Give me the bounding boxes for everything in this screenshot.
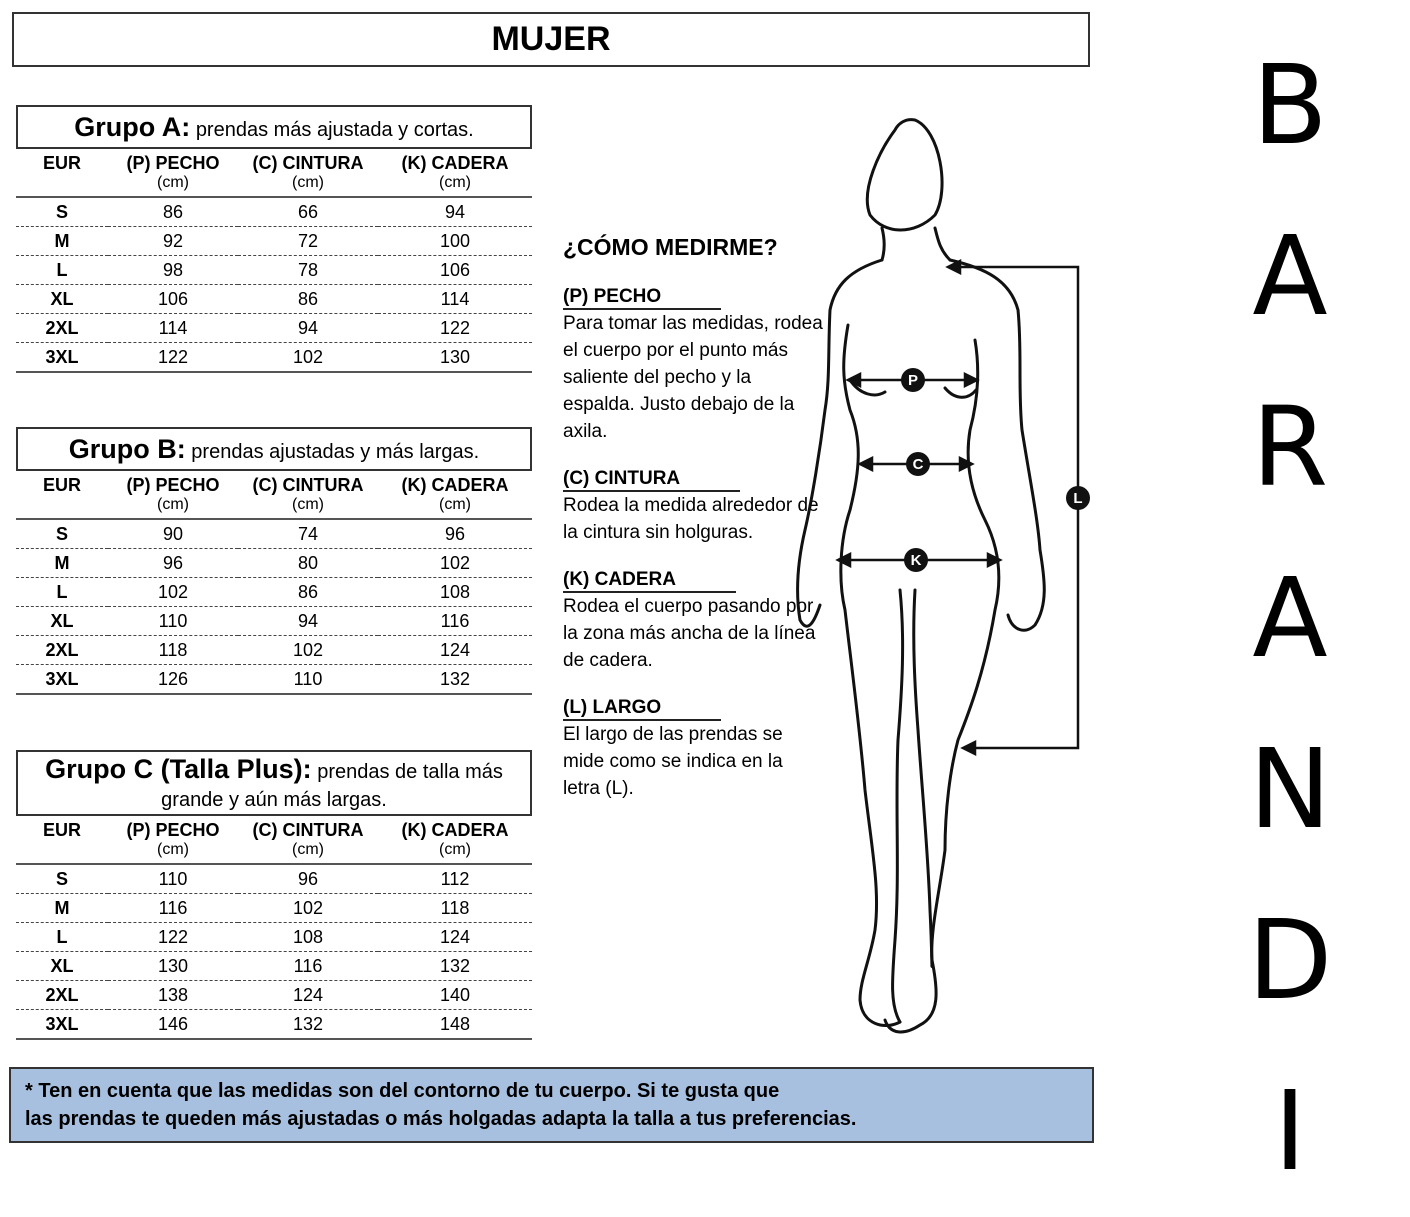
pecho-cell: 146 [108,1010,238,1040]
size-cell: 2XL [16,314,108,343]
group-b-header [16,427,532,471]
body-figure-icon [790,110,1110,1060]
col-cintura: (C) CINTURA [252,475,364,495]
section-text: Rodea el cuerpo pasando por la zona más ancha de la línea de cadera. [563,596,816,671]
cadera-cell: 148 [378,1010,532,1040]
table-row [16,981,532,1010]
cadera-cell: 124 [378,923,532,952]
col-cadera: (K) CADERA [401,820,509,840]
table-row [16,665,532,695]
size-cell: L [16,923,108,952]
size-cell: S [16,864,108,894]
section-text: Para tomar las medidas, rodea el cuerpo por el punto más saliente del pecho y la espalda. Justo debajo de la axila. [563,313,823,442]
table-row [16,894,532,923]
table-row [16,343,532,373]
brand-letter: A [1252,212,1328,340]
size-cell: XL [16,607,108,636]
size-cell: XL [16,952,108,981]
page-title: MUJER [12,12,1090,67]
size-cell: M [16,549,108,578]
cintura-cell: 72 [238,227,378,256]
table-row [16,549,532,578]
col-eur: EUR [42,153,81,173]
pecho-cell: 130 [108,952,238,981]
unit-row [16,496,532,519]
cadera-cell: 132 [378,952,532,981]
table-row [16,197,532,227]
col-cintura: (C) CINTURA [252,153,364,173]
size-cell: S [16,519,108,549]
footer-line-2: las prendas te queden más ajustadas o más holgadas adapta la talla a tus preferencias. [25,1108,857,1130]
section-text: El largo de las prendas se mide como se indica en la letra (L). [563,724,783,799]
pecho-cell: 106 [108,285,238,314]
pecho-cell: 110 [108,607,238,636]
header-row [16,471,532,496]
pecho-cell: 126 [108,665,238,695]
group-c-header [16,750,532,816]
unit-label: (cm) [439,496,471,513]
group-a-desc: prendas más ajustada y cortas. [195,119,474,141]
cintura-cell: 86 [238,285,378,314]
pecho-cell: 122 [108,343,238,373]
section-text: Rodea la medida alrededor de la cintura sin holguras. [563,495,819,543]
cintura-cell: 102 [238,636,378,665]
pecho-cell: 114 [108,314,238,343]
pecho-cell: 92 [108,227,238,256]
table-row [16,864,532,894]
group-c-name: Grupo C (Talla Plus): [45,754,312,784]
group-a-header [16,105,532,149]
cadera-cell: 118 [378,894,532,923]
table-row [16,227,532,256]
size-cell: 3XL [16,1010,108,1040]
cadera-cell: 114 [378,285,532,314]
size-cell: M [16,894,108,923]
size-table-group-c [16,750,532,1040]
section-cintura [563,465,823,546]
table-row [16,607,532,636]
size-table-group-b [16,427,532,695]
pecho-cell: 122 [108,923,238,952]
footer-note [9,1067,1094,1143]
cadera-cell: 96 [378,519,532,549]
marker-k: K [910,552,922,569]
size-table-group-a [16,105,532,373]
size-cell: 3XL [16,343,108,373]
brand-letter: A [1252,554,1328,682]
unit-label: (cm) [157,841,189,858]
table-row [16,1010,532,1040]
table-row [16,923,532,952]
size-cell: S [16,197,108,227]
section-title: (L) LARGO [563,696,721,721]
section-pecho [563,283,823,445]
brand-letter: B [1252,41,1328,169]
unit-label: (cm) [439,174,471,191]
group-c-desc: prendas de talla más grande y aún más largas. [161,761,503,811]
size-cell: L [16,256,108,285]
cintura-cell: 110 [238,665,378,695]
header-row [16,149,532,174]
marker-l: L [1073,490,1083,507]
cadera-cell: 106 [378,256,532,285]
col-cadera: (K) CADERA [401,475,509,495]
marker-p: P [907,372,919,389]
cadera-cell: 124 [378,636,532,665]
cadera-cell: 132 [378,665,532,695]
table-row [16,314,532,343]
howto-heading: ¿CÓMO MEDIRME? [563,234,778,260]
unit-label: (cm) [157,496,189,513]
cintura-cell: 108 [238,923,378,952]
cadera-cell: 122 [378,314,532,343]
section-title: (P) PECHO [563,285,721,310]
cintura-cell: 102 [238,343,378,373]
unit-row [16,841,532,864]
unit-row [16,174,532,197]
table-row [16,952,532,981]
unit-label: (cm) [439,841,471,858]
cintura-cell: 96 [238,864,378,894]
unit-label: (cm) [292,496,324,513]
pecho-cell: 98 [108,256,238,285]
group-c-table [16,816,532,1040]
table-row [16,636,532,665]
header-row [16,816,532,841]
cadera-cell: 140 [378,981,532,1010]
pecho-cell: 118 [108,636,238,665]
pecho-cell: 90 [108,519,238,549]
unit-label: (cm) [292,841,324,858]
col-cadera: (K) CADERA [401,153,509,173]
col-pecho: (P) PECHO [126,475,220,495]
cintura-cell: 116 [238,952,378,981]
table-row [16,578,532,607]
size-cell: 2XL [16,636,108,665]
col-eur: EUR [42,820,81,840]
section-title: (K) CADERA [563,568,736,593]
marker-c: C [912,456,924,473]
brand-wordmark [1230,20,1350,1217]
pecho-cell: 102 [108,578,238,607]
table-row [16,256,532,285]
size-cell: 3XL [16,665,108,695]
col-pecho: (P) PECHO [126,820,220,840]
group-b-desc: prendas ajustadas y más largas. [191,441,480,463]
col-pecho: (P) PECHO [126,153,220,173]
pecho-cell: 86 [108,197,238,227]
section-title: (C) CINTURA [563,467,740,492]
cadera-cell: 116 [378,607,532,636]
cadera-cell: 102 [378,549,532,578]
cintura-cell: 94 [238,314,378,343]
cintura-cell: 80 [238,549,378,578]
group-a-table [16,149,532,373]
pecho-cell: 116 [108,894,238,923]
cadera-cell: 108 [378,578,532,607]
table-row [16,519,532,549]
table-row [16,285,532,314]
unit-label: (cm) [292,174,324,191]
section-largo [563,694,823,802]
cintura-cell: 74 [238,519,378,549]
cintura-cell: 78 [238,256,378,285]
section-cadera [563,566,823,674]
brand-letter: D [1247,896,1333,1024]
size-cell: 2XL [16,981,108,1010]
group-b-name: Grupo B: [68,434,186,464]
col-cintura: (C) CINTURA [252,820,364,840]
brand-letter: N [1248,725,1332,853]
unit-label: (cm) [157,174,189,191]
size-cell: M [16,227,108,256]
group-a-name: Grupo A: [74,112,191,142]
group-b-table [16,471,532,695]
cintura-cell: 66 [238,197,378,227]
size-cell: XL [16,285,108,314]
cintura-cell: 132 [238,1010,378,1040]
how-to-measure [563,234,823,822]
brand-letter: I [1273,1067,1307,1195]
size-cell: L [16,578,108,607]
cintura-cell: 94 [238,607,378,636]
pecho-cell: 96 [108,549,238,578]
footer-line-1: * Ten en cuenta que las medidas son del contorno de tu cuerpo. Si te gusta que [25,1080,780,1102]
cadera-cell: 94 [378,197,532,227]
cintura-cell: 124 [238,981,378,1010]
cintura-cell: 86 [238,578,378,607]
pecho-cell: 110 [108,864,238,894]
col-eur: EUR [42,475,81,495]
cadera-cell: 100 [378,227,532,256]
brand-letter: R [1251,383,1329,511]
cadera-cell: 112 [378,864,532,894]
cadera-cell: 130 [378,343,532,373]
pecho-cell: 138 [108,981,238,1010]
cintura-cell: 102 [238,894,378,923]
